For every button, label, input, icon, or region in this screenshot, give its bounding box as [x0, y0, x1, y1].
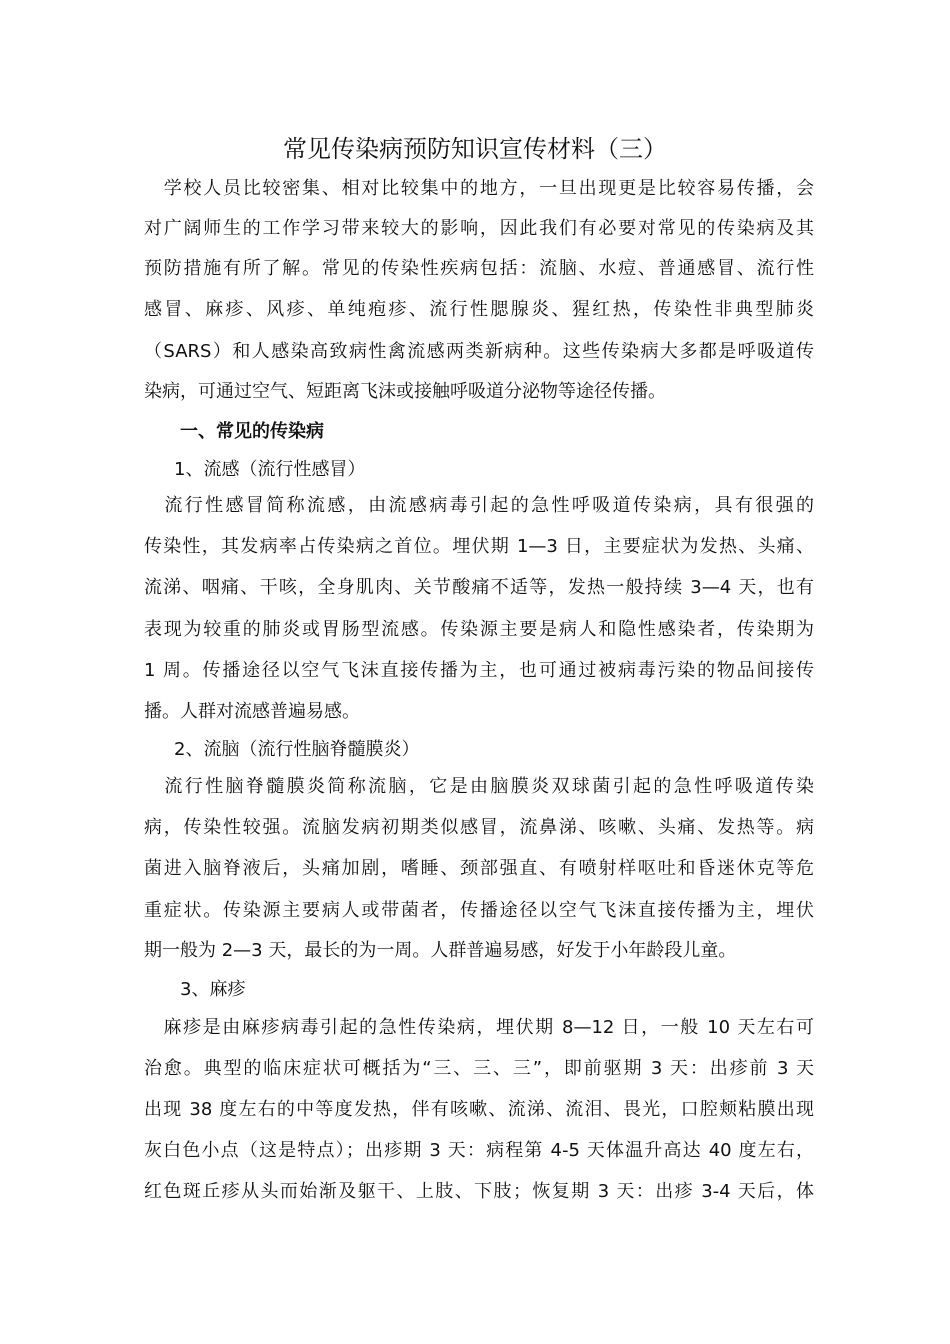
intro-line: 对广阔师生的工作学习带来较大的影响，因此我们有必要对常见的传染病及其 [144, 218, 814, 239]
item-measles-line: 红色斑丘疹从头而始渐及躯干、上肢、下肢；恢复期 3 天：出疹 3-4 天后，体 [144, 1181, 814, 1202]
item-measles-line: 出现 38 度左右的中等度发热，伴有咳嗽、流涕、流泪、畏光，口腔颊粘膜出现 [144, 1099, 814, 1120]
item-heading-measles: 3、麻疹 [180, 979, 246, 1000]
item-meningitis-line: 病，传染性较强。流脑发病初期类似感冒，流鼻涕、咳嗽、头痛、发热等。病 [144, 817, 814, 838]
item-flu-line: 流行性感冒简称流感，由流感病毒引起的急性呼吸道传染病，具有很强的 [144, 495, 814, 516]
intro-line: （SARS）和人感染高致病性禽流感两类新病种。这些传染病大多都是呼吸道传 [144, 341, 814, 362]
item-meningitis-line: 流行性脑脊髓膜炎简称流脑，它是由脑膜炎双球菌引起的急性呼吸道传染 [144, 776, 814, 797]
item-meningitis-line: 重症状。传染源主要病人或带菌者，传播途径以空气飞沫直接传播为主，埋伏 [144, 900, 814, 921]
document-title: 常见传染病预防知识宣传材料（三） [283, 135, 667, 163]
item-measles-line: 治愈。典型的临床症状可概括为“三、三、三”，即前驱期 3 天：出疹前 3 天 [144, 1058, 814, 1079]
item-meningitis-line: 菌进入脑脊液后，头痛加剧，嗜睡、颈部强直、有喷射样呕吐和昏迷休克等危 [144, 858, 814, 879]
intro-line: 感冒、麻疹、风疹、单纯疱疹、流行性腮腺炎、猩红热，传染性非典型肺炎 [144, 299, 814, 320]
item-heading-flu: 1、流感（流行性感冒） [174, 459, 366, 480]
item-measles-line: 麻疹是由麻疹病毒引起的急性传染病，埋伏期 8—12 日，一般 10 天左右可 [144, 1017, 814, 1038]
intro-line: 学校人员比较密集、相对比较集中的地方，一旦出现更是比较容易传播，会 [144, 178, 814, 199]
intro-line: 预防措施有所了解。常见的传染性疾病包括：流脑、水痘、普通感冒、流行性 [144, 258, 814, 279]
intro-line: 染病，可通过空气、短距离飞沫或接触呼吸道分泌物等途径传播。 [144, 381, 666, 402]
item-flu-line: 播。人群对流感普遍易感。 [144, 701, 360, 722]
item-flu-line: 传染性，其发病率占传染病之首位。埋伏期 1—3 日，主要症状为发热、头痛、 [144, 536, 814, 557]
item-meningitis-line: 期一般为 2—3 天，最长的为一周。人群普遍易感，好发于小年龄段儿童。 [144, 940, 737, 961]
section-heading: 一、常见的传染病 [180, 421, 324, 442]
item-heading-meningitis: 2、流脑（流行性脑脊髓膜炎） [174, 739, 420, 760]
item-flu-line: 表现为较重的肺炎或胃肠型流感。传染源主要是病人和隐性感染者，传染期为 [144, 619, 814, 640]
item-measles-line: 灰白色小点（这是特点）；出疹期 3 天：病程第 4-5 天体温升高达 40 度左右， [144, 1140, 814, 1161]
item-flu-line: 流涕、咽痛、干咳，全身肌肉、关节酸痛不适等，发热一般持续 3—4 天，也有 [144, 577, 814, 598]
item-flu-line: 1 周。传播途径以空气飞沫直接传播为主，也可通过被病毒污染的物品间接传 [144, 660, 814, 681]
